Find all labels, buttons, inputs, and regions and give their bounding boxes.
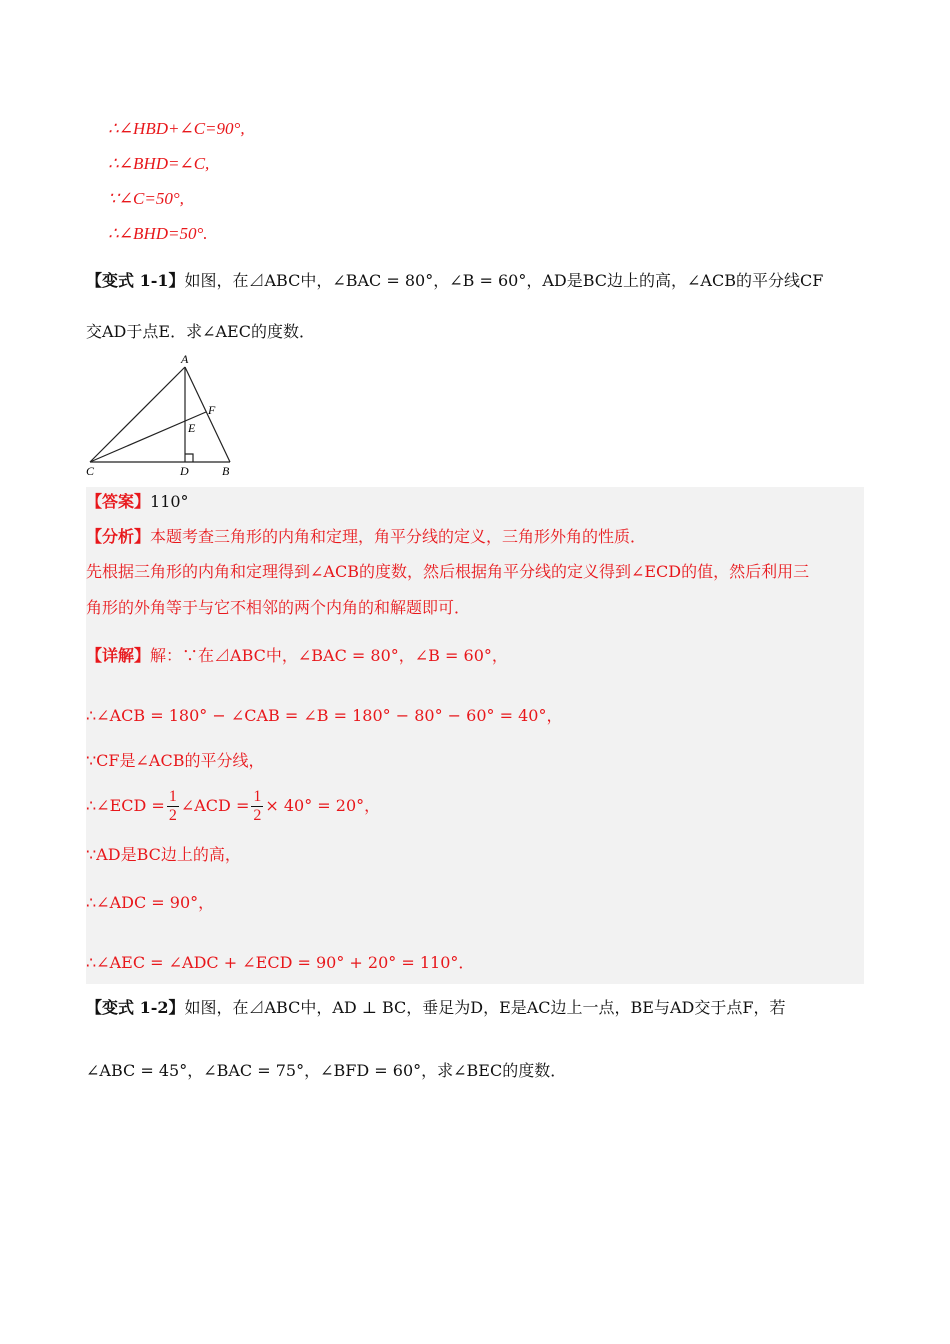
detail-line-3: ∵CF是∠ACB的平分线， bbox=[86, 751, 265, 770]
fraction-numerator: 1 bbox=[168, 788, 177, 805]
analysis-text: 本题考查三角形的内角和定理，角平分线的定义，三角形外角的性质． bbox=[150, 527, 647, 546]
answer-tag: 【答案】 bbox=[86, 492, 151, 511]
side-ca bbox=[90, 367, 185, 462]
variant-1-2-question-line-2: ∠ABC = 45°，∠BAC = 75°，∠BFD = 60°，求∠BEC的度数． bbox=[86, 1061, 567, 1080]
prev-line-2: ∴∠BHD=∠C, bbox=[108, 154, 210, 173]
analysis-line-2: 先根据三角形的内角和定理得到∠ACB的度数，然后根据角平分线的定义得到∠ECD的值，然后利用三 bbox=[86, 562, 810, 581]
fraction-numerator: 1 bbox=[253, 788, 262, 805]
right-angle-mark bbox=[185, 454, 193, 462]
answer-line bbox=[86, 491, 189, 513]
answer-value: 110° bbox=[150, 492, 189, 511]
fraction-half-2 bbox=[251, 788, 263, 825]
ecd-lhs: ∴∠ECD = bbox=[86, 796, 165, 815]
prev-line-4: ∴∠BHD=50°. bbox=[108, 224, 208, 243]
label-e: E bbox=[188, 421, 196, 435]
label-c: C bbox=[86, 464, 95, 478]
variant-1-1-question-line-1 bbox=[86, 270, 823, 292]
label-f: F bbox=[208, 403, 216, 417]
variant-tag: 【变式 1-2】 bbox=[86, 998, 185, 1017]
prev-line-1: ∴∠HBD+∠C=90°, bbox=[108, 119, 245, 138]
detail-line-6: ∴∠ADC = 90°， bbox=[86, 893, 215, 912]
triangle-figure bbox=[80, 350, 250, 480]
acd-term: ∠ACD = bbox=[180, 796, 250, 815]
detail-line-7: ∴∠AEC = ∠ADC + ∠ECD = 90° + 20° = 110°． bbox=[86, 953, 475, 972]
ecd-result: × 40° = 20°， bbox=[265, 796, 381, 815]
variant-1-1-question-line-2: 交AD于点E．求∠AEC的度数． bbox=[86, 322, 315, 341]
prev-line-3: ∵∠C=50°, bbox=[108, 189, 184, 208]
question-text: 如图，在⊿ABC中，∠BAC = 80°，∠B = 60°，AD是BC边上的高，∠ACB的平分线CF bbox=[184, 271, 824, 290]
label-b: B bbox=[222, 464, 230, 478]
variant-tag: 【变式 1-1】 bbox=[86, 271, 185, 290]
question-text: 如图，在⊿ABC中，AD ⊥ BC，垂足为D，E是AC边上一点，BE与AD交于点F，若 bbox=[184, 998, 786, 1017]
analysis-line-1 bbox=[86, 526, 646, 548]
fraction-denominator: 2 bbox=[253, 807, 262, 824]
detail-line-5: ∵AD是BC边上的高， bbox=[86, 845, 241, 864]
analysis-tag: 【分析】 bbox=[86, 527, 151, 546]
fraction-denominator: 2 bbox=[168, 807, 177, 824]
detail-line-2: ∴∠ACB = 180° − ∠CAB = ∠B = 180° − 80° − 60° = 40°， bbox=[86, 706, 563, 725]
analysis-line-3: 角形的外角等于与它不相邻的两个内角的和解题即可． bbox=[86, 598, 471, 617]
label-a: A bbox=[181, 352, 189, 366]
detail-text: 解：∵在⊿ABC中，∠BAC = 80°，∠B = 60°， bbox=[150, 646, 508, 665]
label-d: D bbox=[180, 464, 189, 478]
detail-line-1 bbox=[86, 645, 508, 667]
detail-tag: 【详解】 bbox=[86, 646, 151, 665]
detail-line-4 bbox=[86, 786, 380, 826]
fraction-half-1 bbox=[167, 788, 179, 825]
variant-1-2-question-line-1 bbox=[86, 997, 785, 1019]
